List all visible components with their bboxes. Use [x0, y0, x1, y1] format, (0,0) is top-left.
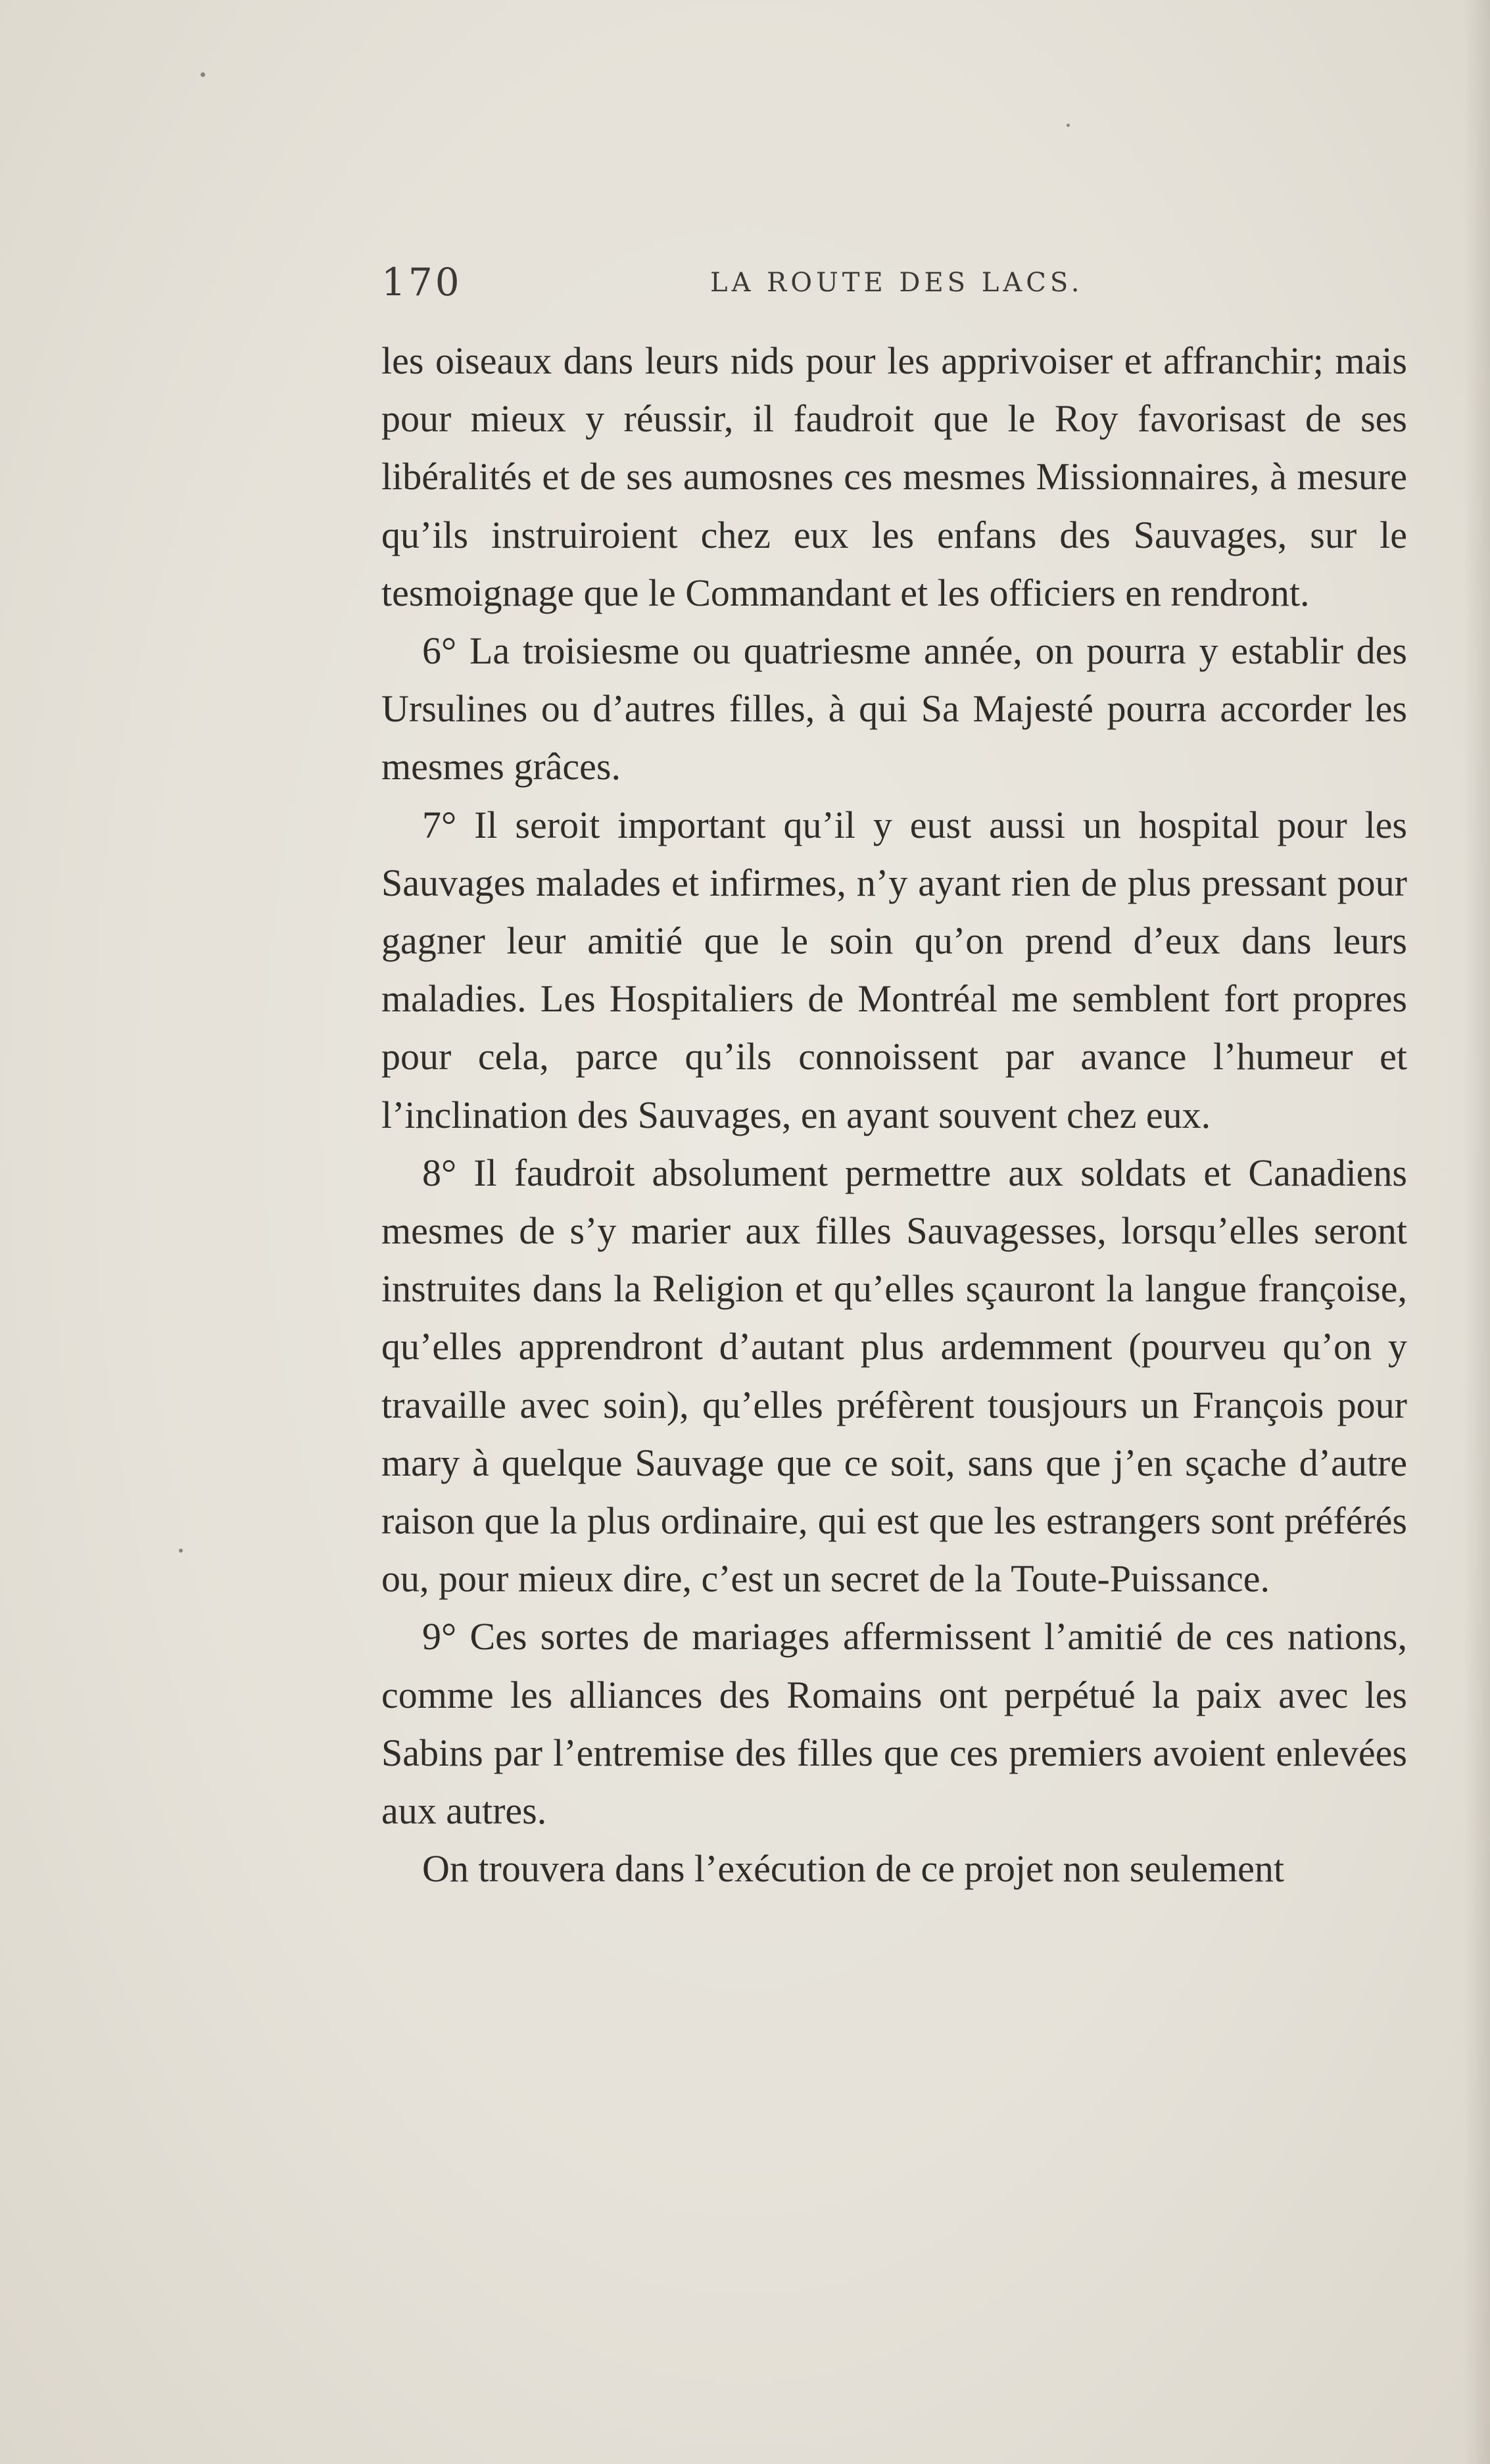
page-number: 170: [381, 260, 462, 304]
paragraph-item-9: 9° Ces sortes de mariages affermissent l’amitié de ces nations, comme les alliances des Romains ont perpétué la paix avec les Sabins par l’entremise des filles que ces premiers avoient enlevées aux autres.: [381, 1615, 1407, 1833]
paper-speck: [1067, 124, 1070, 127]
paragraph-conclusion: On trouvera dans l’exécution de ce projet non seulement: [422, 1847, 1284, 1891]
paragraph-item-8: 8° Il faudroit absolument permettre aux soldats et Canadiens mesmes de s’y marier aux filles Sauvagesses, lorsqu’elles seront instruites dans la Religion et qu’elles sçauront la langue françoise, qu’elles apprendront d’autant plus ardemment (pourveu qu’on y travaille avec soin), qu’elles préfèrent tousjours un François pour mary à quelque Sauvage que ce soit, sans que j’en sçache d’autre raison que la plus ordinaire, qui est que les estrangers sont préférés ou, pour mieux dire, c’est un secret de la Toute-Puissance.: [381, 1151, 1407, 1601]
paper-speck: [179, 1549, 183, 1553]
running-head: LA ROUTE DES LACS.: [710, 268, 1084, 298]
paragraph-item-6: 6° La troisiesme ou quatriesme année, on pourra y establir des Ursulines ou d’autres filles, à qui Sa Majesté pourra accorder les mesmes grâces.: [381, 629, 1407, 788]
paragraph-item-7: 7° Il seroit important qu’il y eust aussi un hospital pour les Sauvages malades et infirmes, n’y ayant rien de plus pressant pour gagner leur amitié que le soin qu’on prend d’eux dans leurs maladies. Les Hospitaliers de Montréal me semblent fort propres pour cela, parce qu’ils connoissent par avance l’humeur et l’inclination des Sauvages, en ayant souvent chez eux.: [381, 803, 1407, 1136]
page-edge-shadow: [1464, 0, 1490, 2464]
page-header: [381, 260, 1407, 319]
paper-speck: [201, 72, 205, 77]
paragraph-continued: les oiseaux dans leurs nids pour les apprivoiser et affranchir; mais pour mieux y réussir, il faudroit que le Roy favorisast de ses libéralités et de ses aumosnes ces mesmes Missionnaires, à mesure qu’ils instruiroient chez eux les enfans des Sauvages, sur le tesmoignage que le Commandant et les officiers en rendront.: [381, 339, 1407, 614]
body-text: [381, 332, 1407, 1898]
